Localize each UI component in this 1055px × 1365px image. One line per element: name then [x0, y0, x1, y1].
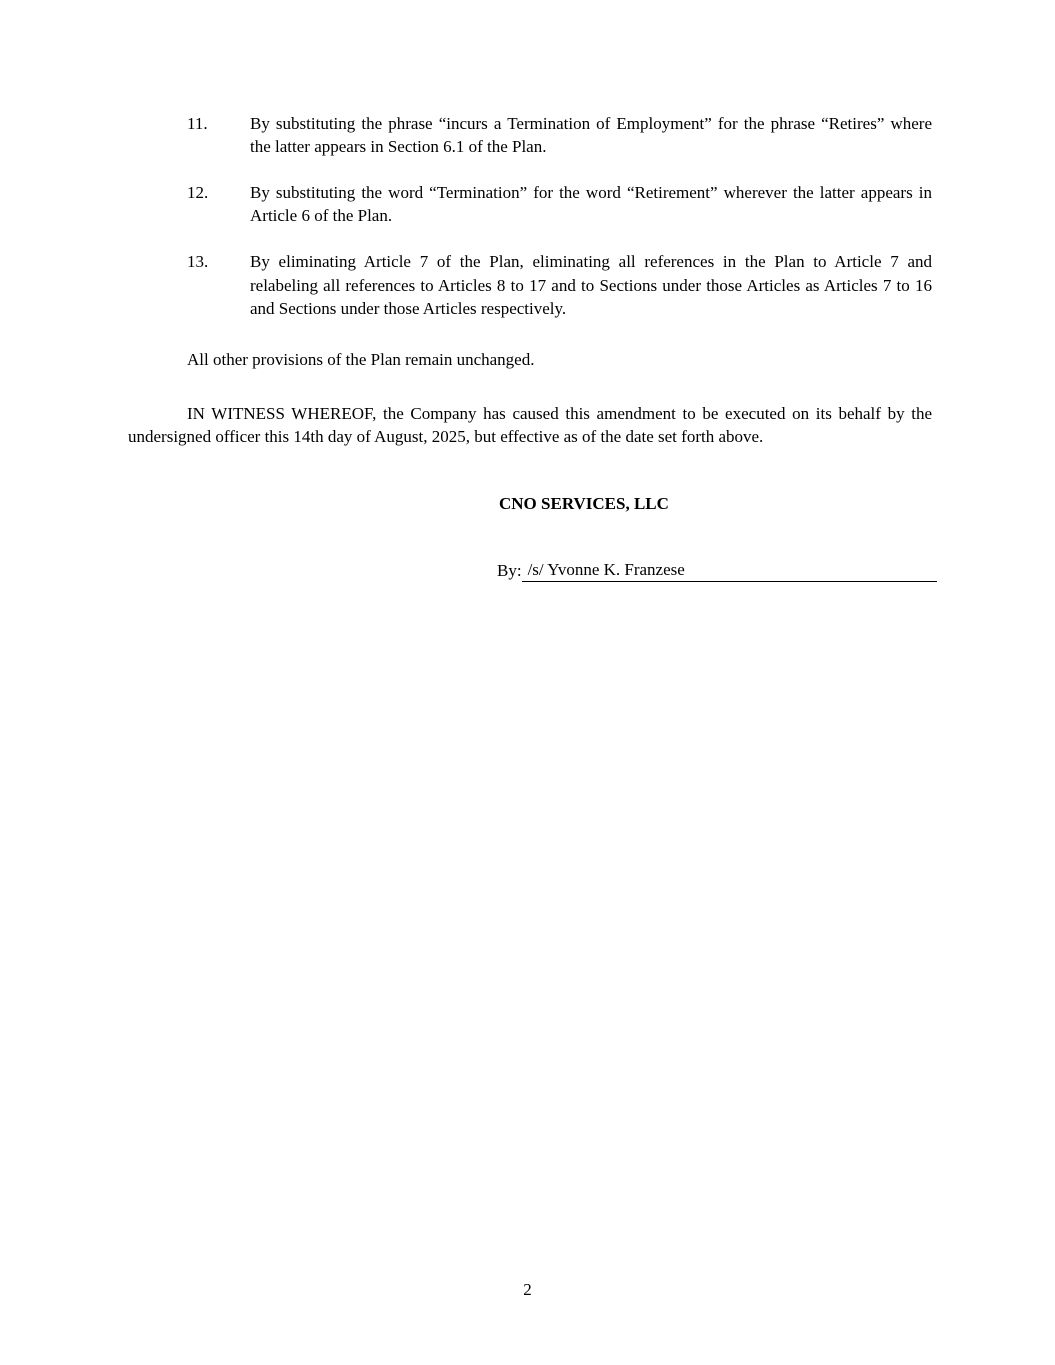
numbered-item-11	[187, 112, 932, 158]
item-number: 13.	[187, 252, 209, 272]
document-content	[128, 112, 932, 582]
witness-paragraph: IN WITNESS WHEREOF, the Company has caused this amendment to be executed on its behalf by the undersigned officer this 14th day of August, 2025, but effective as of the date set forth above.	[128, 403, 932, 446]
signature-line: /s/ Yvonne K. Franzese	[522, 558, 937, 582]
closing-statement: All other provisions of the Plan remain unchanged.	[187, 349, 535, 369]
signature-row	[497, 558, 937, 582]
item-number: 12.	[187, 183, 209, 203]
numbered-item-12	[187, 181, 932, 227]
signature-label: By:	[497, 561, 522, 581]
company-name: CNO SERVICES, LLC	[499, 494, 669, 514]
item-text: By eliminating Article 7 of the Plan, eliminating all references in the Plan to Article 7 and relabeling all references to Articles 8 to 17 and to Sections under those Articles as Articles 7 to 16 and Sections under those Articles respectively.	[250, 252, 932, 318]
item-number: 11.	[187, 114, 208, 133]
page-number: 2	[523, 1280, 532, 1299]
item-text: By substituting the word “Termination” for the word “Retirement” wherever the latter appears in Article 6 of the Plan.	[250, 183, 932, 226]
numbered-item-13	[187, 250, 932, 319]
item-text: By substituting the phrase “incurs a Termination of Employment” for the phrase “Retires” where the latter appears in Section 6.1 of the Plan.	[250, 114, 932, 157]
